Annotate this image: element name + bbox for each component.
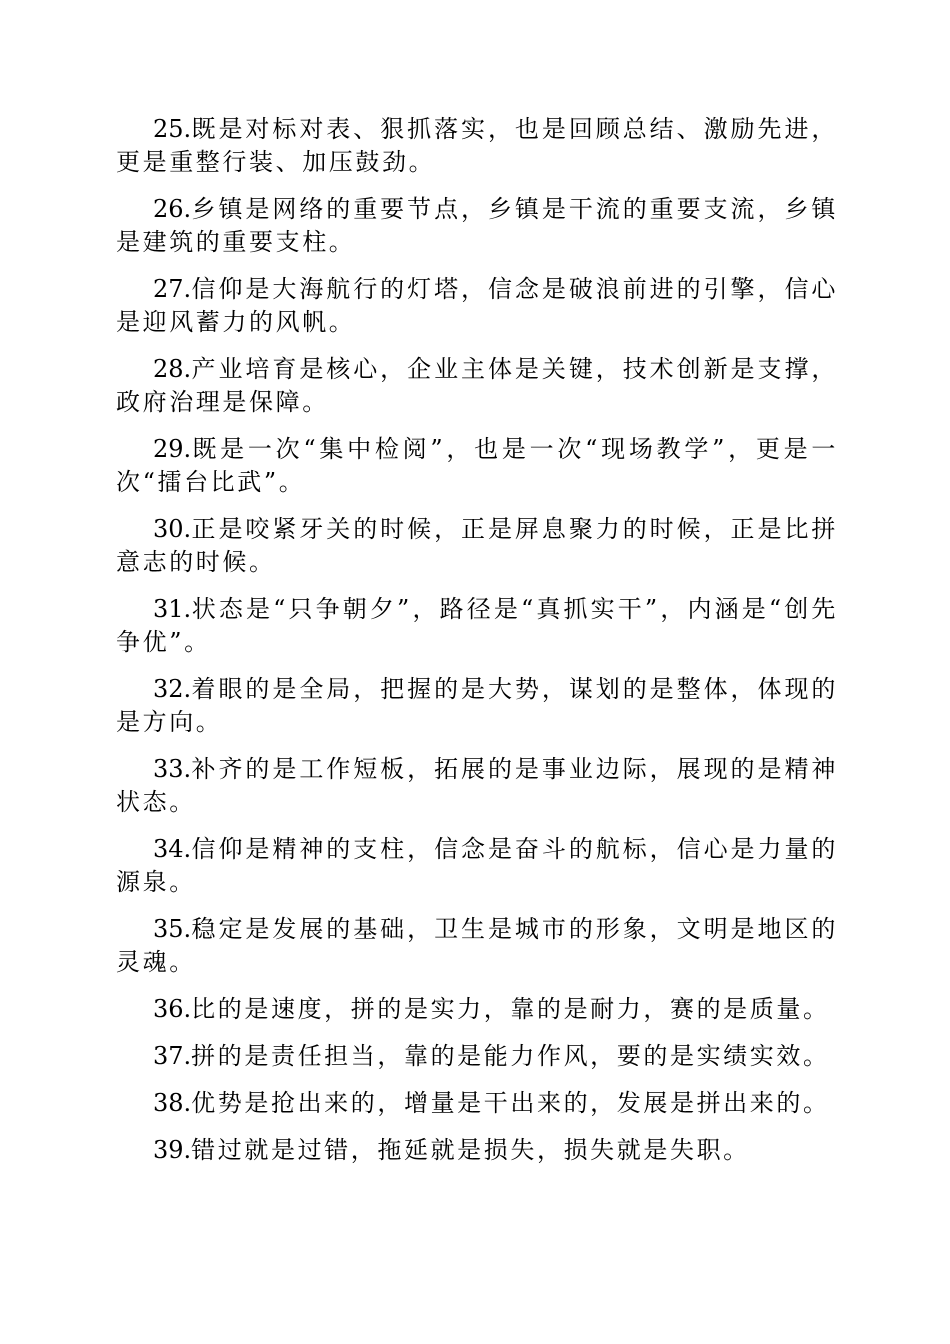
item-text: 乡镇是网络的重要节点，乡镇是干流的重要支流，乡镇是建筑的重要支柱。 — [116, 195, 838, 256]
list-item — [116, 273, 838, 339]
item-number: 39. — [153, 1136, 192, 1164]
list-item — [116, 673, 838, 739]
list-item — [116, 513, 838, 579]
list-item — [116, 913, 838, 979]
item-text: 着眼的是全局，把握的是大势，谋划的是整体，体现的是方向。 — [116, 675, 838, 736]
item-number: 31. — [153, 595, 192, 623]
item-text: 优势是抢出来的，增量是干出来的，发展是拼出来的。 — [191, 1089, 830, 1117]
list-item — [116, 433, 838, 499]
item-text: 错过就是过错，拖延就是损失，损失就是失职。 — [191, 1136, 750, 1164]
list-item — [116, 113, 838, 179]
item-number: 33. — [153, 755, 192, 783]
item-number: 36. — [153, 995, 192, 1023]
item-text: 正是咬紧牙关的时候，正是屏息聚力的时候，正是比拼意志的时候。 — [116, 515, 838, 576]
item-text: 既是对标对表、狠抓落实，也是回顾总结、激励先进，更是重整行装、加压鼓劲。 — [116, 115, 838, 176]
item-text: 拼的是责任担当，靠的是能力作风，要的是实绩实效。 — [191, 1042, 830, 1070]
item-number: 30. — [153, 515, 192, 543]
item-number: 32. — [153, 675, 192, 703]
item-number: 34. — [153, 835, 192, 863]
item-number: 35. — [153, 915, 192, 943]
item-text: 比的是速度，拼的是实力，靠的是耐力，赛的是质量。 — [191, 995, 830, 1023]
item-text: 产业培育是核心，企业主体是关键，技术创新是支撑，政府治理是保障。 — [116, 355, 838, 416]
item-text: 信仰是精神的支柱，信念是奋斗的航标，信心是力量的源泉。 — [116, 835, 838, 896]
item-number: 38. — [153, 1089, 192, 1117]
list-item — [116, 753, 838, 819]
list-item — [116, 1087, 838, 1120]
list-item — [116, 1040, 838, 1073]
list-item — [116, 993, 838, 1026]
item-text: 状态是“只争朝夕”，路径是“真抓实干”，内涵是“创先争优”。 — [116, 595, 838, 656]
item-number: 37. — [153, 1042, 192, 1070]
item-number: 26. — [153, 195, 192, 223]
list-item — [116, 593, 838, 659]
item-text: 信仰是大海航行的灯塔，信念是破浪前进的引擎，信心是迎风蓄力的风帆。 — [116, 275, 838, 336]
item-number: 25. — [153, 115, 192, 143]
item-text: 既是一次“集中检阅”，也是一次“现场教学”，更是一次“擂台比武”。 — [116, 435, 838, 496]
list-item — [116, 833, 838, 899]
document-body — [116, 113, 838, 1181]
item-text: 稳定是发展的基础，卫生是城市的形象，文明是地区的灵魂。 — [116, 915, 838, 976]
list-item — [116, 1134, 838, 1167]
item-text: 补齐的是工作短板，拓展的是事业边际，展现的是精神状态。 — [116, 755, 838, 816]
item-number: 28. — [153, 355, 192, 383]
list-item — [116, 353, 838, 419]
list-item — [116, 193, 838, 259]
item-number: 29. — [153, 435, 192, 463]
item-number: 27. — [153, 275, 192, 303]
